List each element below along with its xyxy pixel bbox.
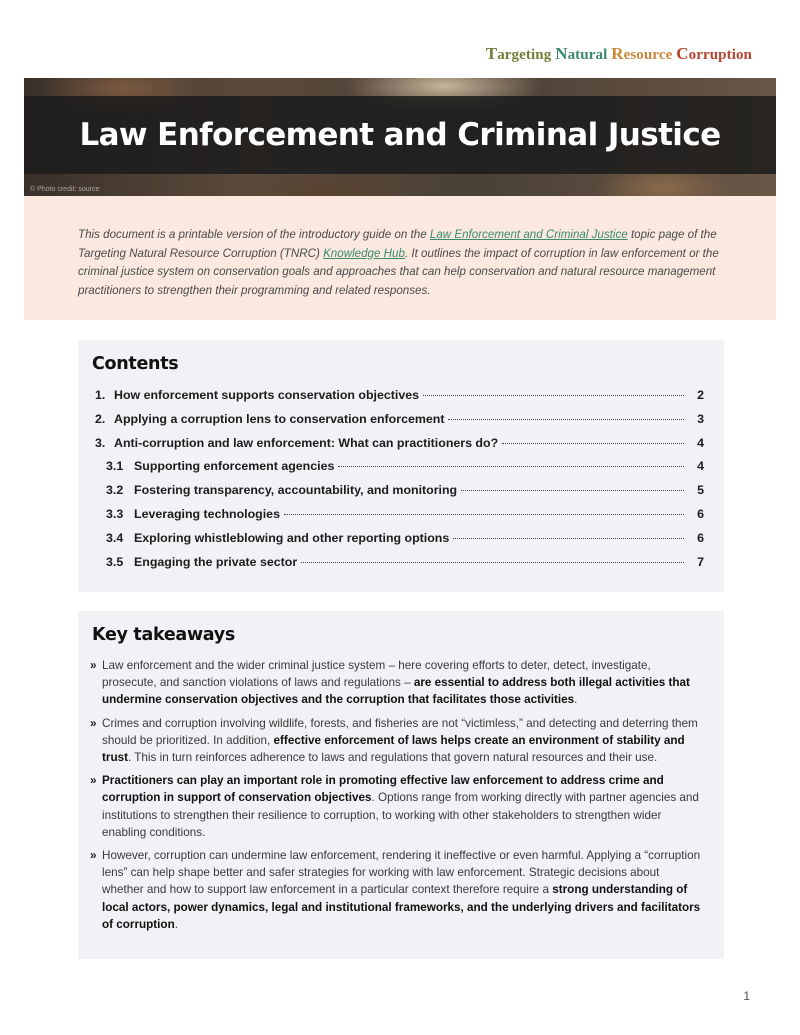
toc-entry[interactable]: 3. Anti-corruption and law enforcement: What can practitioners do? 4 xyxy=(95,435,704,450)
dot-leader xyxy=(423,395,684,396)
hero-banner xyxy=(24,78,776,196)
intro-text: This document is a printable version of the introductory guide on the Law Enforcement and Criminal Justice topic page of the Targeting Natural Resource Corruption (TNRC) Knowledge Hub. It outlines the impact of corruption in law enforcement or the criminal justice system on conservation goals and approaches that can help conservation and natural resource management practitioners to strengthen their programming and related responses. xyxy=(78,228,719,297)
toc-subentry[interactable]: 3.1 Supporting enforcement agencies 4 xyxy=(106,459,704,474)
dot-leader xyxy=(502,443,684,444)
bullet-icon: » xyxy=(90,774,97,788)
takeaway-item: » Crimes and corruption involving wildlife, forests, and fisheries are not “victimless,” and detecting and deterring them should be prioritized. In addition, effective enforcement of laws helps create an environment of stability and trust. This in turn reinforces adherence to laws and regulations that govern natural resources and their use. xyxy=(90,716,698,765)
takeaway-item: » Practitioners can play an important role in promoting effective law enforcement to address crime and corruption in support of conservation objectives. Options range from working directly with partner agencies and institutions to strengthen their resilience to corruption, to working with other stakeholders to strengthen wider enabling conditions. xyxy=(90,774,699,839)
contents-section xyxy=(78,340,724,592)
page-number: 1 xyxy=(743,989,750,1003)
topic-page-link[interactable]: Law Enforcement and Criminal Justice xyxy=(429,228,628,241)
toc-entry[interactable]: 1. How enforcement supports conservation objectives 2 xyxy=(95,388,704,402)
toc-subentry[interactable]: 3.2 Fostering transparency, accountability, and monitoring 5 xyxy=(106,483,704,498)
page-title: Law Enforcement and Criminal Justice xyxy=(79,117,721,153)
intro-panel xyxy=(24,196,776,320)
toc-subentry[interactable]: 3.3 Leveraging technologies 6 xyxy=(106,506,704,521)
dot-leader xyxy=(284,514,684,515)
dot-leader xyxy=(453,538,684,539)
bullet-icon: » xyxy=(90,716,97,730)
dot-leader xyxy=(448,419,684,420)
dot-leader xyxy=(461,490,684,491)
bullet-icon: » xyxy=(90,849,97,863)
key-takeaways-section xyxy=(78,611,724,959)
toc-subentry[interactable]: 3.4 Exploring whistleblowing and other reporting options 6 xyxy=(106,530,704,545)
takeaways-list xyxy=(92,657,702,933)
bullet-icon: » xyxy=(90,659,97,672)
photo-credit: © Photo credit: source xyxy=(30,186,100,193)
tnrc-logo: Targeting Natural Resource Corruption xyxy=(485,44,752,63)
dot-leader xyxy=(301,562,684,563)
toc-subentry[interactable]: 3.5 Engaging the private sector 7 xyxy=(106,554,704,569)
dot-leader xyxy=(338,466,684,467)
takeaway-item: » Law enforcement and the wider criminal justice system – here covering efforts to deter, detect, investigate, prosecute, and sanction violations of laws and regulations – are essential to address both illegal activities that undermine conservation objectives and the corruption that facilitates those activities. xyxy=(90,659,690,707)
knowledge-hub-link[interactable]: Knowledge Hub xyxy=(323,246,405,260)
takeaways-heading: Key takeaways xyxy=(92,625,236,645)
toc-entry[interactable]: 2. Applying a corruption lens to conservation enforcement 3 xyxy=(95,411,704,426)
takeaway-item: » However, corruption can undermine law enforcement, rendering it ineffective or even harmful. Applying a “corruption lens” can help shape better and safer strategies for working with law enforcement. Strategic decisions about whether and how to support law enforcement in a particular context therefore require a strong understanding of local actors, power dynamics, legal and institutional frameworks, and the underlying drivers and facilitators of corruption. xyxy=(90,849,701,931)
table-of-contents xyxy=(92,388,704,578)
contents-heading: Contents xyxy=(92,354,179,374)
